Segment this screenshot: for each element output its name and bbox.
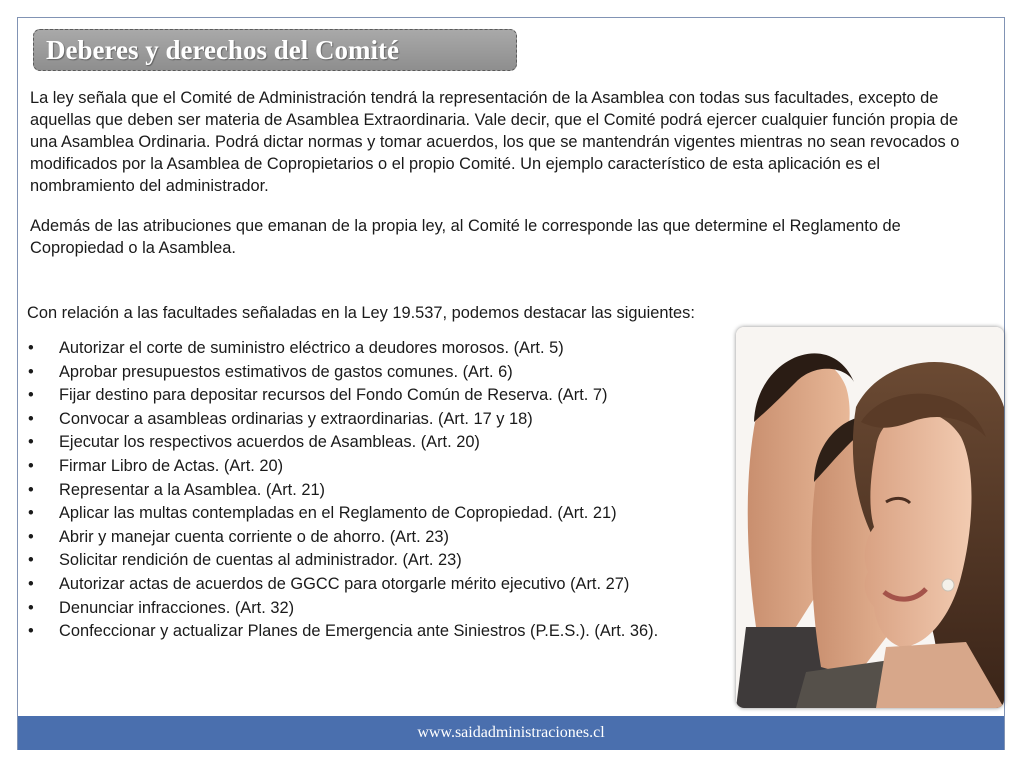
list-intro: Con relación a las facultades señaladas en la Ley 19.537, podemos destacar las siguientes: bbox=[27, 304, 695, 322]
bullet-icon: • bbox=[28, 480, 34, 499]
bullet-icon: • bbox=[28, 386, 34, 405]
bullet-icon: • bbox=[28, 598, 34, 617]
bullet-icon: • bbox=[28, 622, 34, 641]
list-item bbox=[28, 455, 748, 479]
people-photo bbox=[736, 327, 1004, 708]
list-item-text: Fijar destino para depositar recursos del Fondo Común de Reserva. (Art. 7) bbox=[59, 386, 608, 405]
bullet-icon: • bbox=[28, 362, 34, 381]
list-item bbox=[28, 337, 748, 361]
faculties-list bbox=[28, 337, 748, 644]
list-item bbox=[28, 431, 748, 455]
bullet-icon: • bbox=[28, 574, 34, 593]
list-item-text: Aprobar presupuestos estimativos de gastos comunes. (Art. 6) bbox=[59, 362, 513, 381]
list-item-text: Ejecutar los respectivos acuerdos de Asambleas. (Art. 20) bbox=[59, 433, 480, 452]
list-item-text: Denunciar infracciones. (Art. 32) bbox=[59, 598, 295, 617]
bullet-icon: • bbox=[28, 409, 34, 428]
list-item-text: Convocar a asambleas ordinarias y extraordinarias. (Art. 17 y 18) bbox=[59, 409, 533, 428]
list-item bbox=[28, 573, 748, 597]
list-item-text: Confeccionar y actualizar Planes de Emergencia ante Siniestros (P.E.S.). (Art. 36). bbox=[59, 622, 659, 641]
list-item-text: Aplicar las multas contempladas en el Reglamento de Copropiedad. (Art. 21) bbox=[59, 504, 617, 523]
list-item-text: Autorizar actas de acuerdos de GGCC para otorgarle mérito ejecutivo (Art. 27) bbox=[59, 574, 630, 593]
list-item bbox=[28, 620, 748, 644]
bullet-icon: • bbox=[28, 504, 34, 523]
people-photo-illustration bbox=[736, 327, 1004, 708]
slide-title: Deberes y derechos del Comité bbox=[46, 34, 399, 65]
list-item-text: Representar a la Asamblea. (Art. 21) bbox=[59, 480, 326, 499]
bullet-icon: • bbox=[28, 433, 34, 452]
bullet-icon: • bbox=[28, 339, 34, 357]
footer-bar bbox=[18, 716, 1004, 750]
list-item bbox=[28, 549, 748, 573]
list-item bbox=[28, 479, 748, 503]
footer-website-link[interactable]: www.saidadministraciones.cl bbox=[417, 724, 605, 741]
list-item-text: Firmar Libro de Actas. (Art. 20) bbox=[59, 456, 284, 475]
title-banner bbox=[33, 29, 517, 71]
list-item bbox=[28, 361, 748, 385]
list-item bbox=[28, 526, 748, 550]
list-item-text: Solicitar rendición de cuentas al administrador. (Art. 23) bbox=[59, 551, 462, 570]
list-item bbox=[28, 597, 748, 621]
list-item bbox=[28, 502, 748, 526]
list-item-text: Abrir y manejar cuenta corriente o de ahorro. (Art. 23) bbox=[59, 527, 449, 546]
bullet-icon: • bbox=[28, 456, 34, 475]
list-item bbox=[28, 408, 748, 432]
list-item bbox=[28, 384, 748, 408]
bullet-icon: • bbox=[28, 527, 34, 546]
list-item-text: Autorizar el corte de suministro eléctrico a deudores morosos. (Art. 5) bbox=[59, 339, 564, 357]
bullet-icon: • bbox=[28, 551, 34, 570]
paragraph-representation: La ley señala que el Comité de Administración tendrá la representación de la Asamblea con todas sus facultades, excepto de aquellas que deben ser materia de Asamblea Extraordinaria. Vale decir, que el Comité podrá ejercer cualquier función propia de una Asamblea Ordinaria. Podrá dictar normas y tomar acuerdos, los que se mantendrán vigentes mientras no sean revocados o modificados por la Asamblea de Copropietarios o el propio Comité. Un ejemplo característico de esta aplicación es el nombramiento del administrador. bbox=[30, 89, 960, 195]
paragraph-attributions: Además de las atribuciones que emanan de la propia ley, al Comité le corresponde las que determine el Reglamento de Copropiedad o la Asamblea. bbox=[30, 217, 901, 257]
